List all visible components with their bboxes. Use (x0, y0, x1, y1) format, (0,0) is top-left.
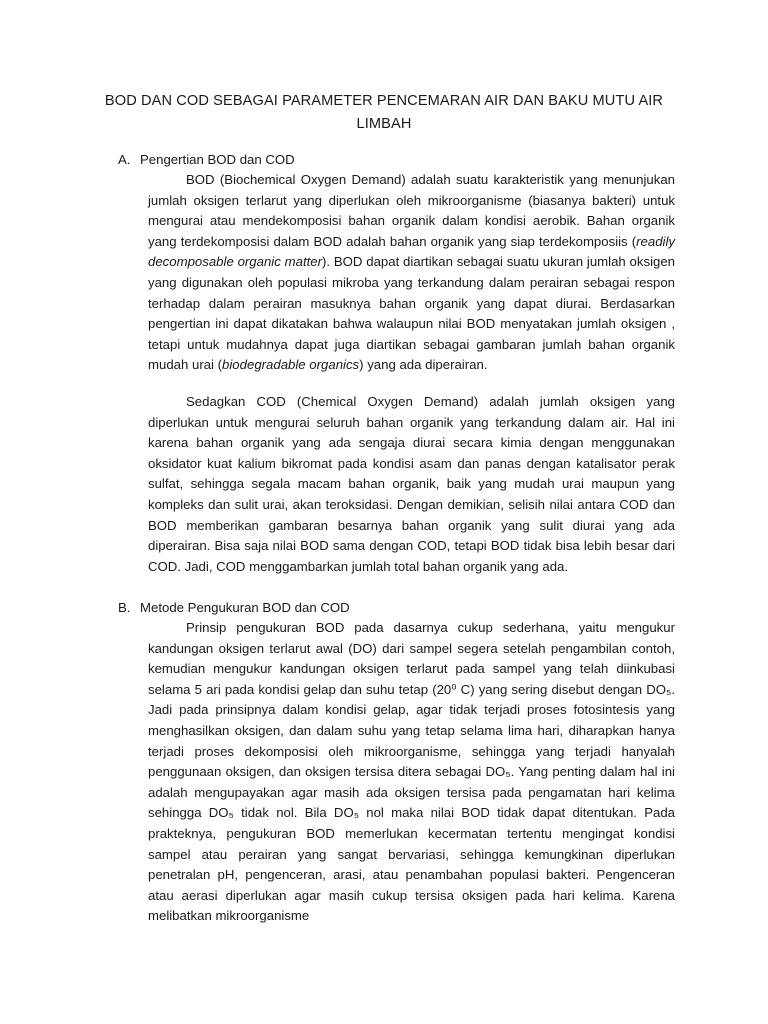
section-letter: A. (118, 152, 131, 167)
italic-term: biodegradable organics (222, 357, 360, 373)
document-title: BOD DAN COD SEBAGAI PARAMETER PENCEMARAN AIR DAN BAKU MUTU AIR LIMBAH (104, 93, 664, 132)
paragraph-text: ) yang ada diperairan. (359, 357, 488, 373)
paragraph-bod-definition (148, 170, 675, 376)
paragraph-text: ). BOD dapat diartikan sebagai suatu ukuran jumlah oksigen yang digunakan oleh populasi mikroba yang terkandung dalam perairan sebagai respon terhadap dalam perairan masuknya bahan organik yang dapat diurai. Berdasarkan pengertian ini dapat dikatakan bahwa walaupun nilai BOD menyatakan jumlah oksigen , tetapi untuk mudahnya dapat juga diartikan sebagai gambaran jumlah bahan organik mudah urai ( (148, 254, 675, 373)
section-heading-text: Pengertian BOD dan COD (140, 152, 295, 167)
paragraph-bod-method: Prinsip pengukuran BOD pada dasarnya cukup sederhana, yaitu mengukur kandungan oksigen terlarut awal (DO) dari sampel segera setelah pengambilan contoh, kemudian mengukur kandungan oksigen terlarut pada sampel yang telah diinkubasi selama 5 ari pada kondisi gelap dan suhu tetap (20⁰ C) yang sering disebut dengan DO₅. Jadi pada prinsipnya dalam kondisi gelap, agar tidak terjadi proses fotosintesis yang menghasilkan oksigen, dan dalam suhu yang tetap selama lima hari, diharapkan hanya terjadi proses dekomposisi oleh mikroorganisme, sehingga yang terjadi hanyalah penggunaan oksigen, dan oksigen tersisa ditera sebagai DO₅. Yang penting dalam hal ini adalah mengupayakan agar masih ada oksigen tersisa pada pengamatan hari kelima sehingga DO₅ tidak nol. Bila DO₅ nol maka nilai BOD tidak dapat ditentukan. Pada prakteknya, pengukuran BOD memerlukan kecermatan tertentu mengingat kondisi sampel atau perairan yang sangat bervariasi, sehingga kemungkinan diperlukan penetralan pH, pengenceran, arasi, atau penambahan populasi bakteri. Pengenceran atau aerasi diperlukan agar masih cukup tersisa oksigen pada hari kelima. Karena melibatkan mikroorganisme (148, 620, 675, 924)
paragraph-text: BOD (Biochemical Oxygen Demand) adalah suatu karakteristik yang menunjukan jumlah oksigen terlarut yang diperlukan oleh mikroorganisme (biasanya bakteri) untuk mengurai atau mendekomposisi bahan organik dalam kondisi aerobik. Bahan organik yang terdekomposisi dalam BOD adalah bahan organik yang siap terdekomposiis ( (148, 172, 675, 249)
section-heading-a (118, 150, 295, 170)
section-heading-b (118, 598, 350, 618)
italic-term: readily decomposable organic matter (148, 233, 675, 270)
section-letter: B. (118, 600, 131, 615)
paragraph-cod-definition: Sedagkan COD (Chemical Oxygen Demand) adalah jumlah oksigen yang diperlukan untuk mengurai seluruh bahan organik yang terkandung dalam air. Hal ini karena bahan organik yang ada sengaja diurai secara kimia dengan menggunakan oksidator kuat kalium bikromat pada kondisi asam dan panas dengan katalisator perak sulfat, sehingga segala macam bahan organik, baik yang mudah urai maupun yang kompleks dan sulit urai, akan teroksidasi. Dengan demikian, selisih nilai antara COD dan BOD memberikan gambaran besarnya bahan organik yang sulit diurai yang ada diperairan. Bisa saja nilai BOD sama dengan COD, tetapi BOD tidak bisa lebih besar dari COD. Jadi, COD menggambarkan jumlah total bahan organik yang ada. (148, 394, 675, 574)
section-heading-text: Metode Pengukuran BOD dan COD (140, 600, 350, 615)
